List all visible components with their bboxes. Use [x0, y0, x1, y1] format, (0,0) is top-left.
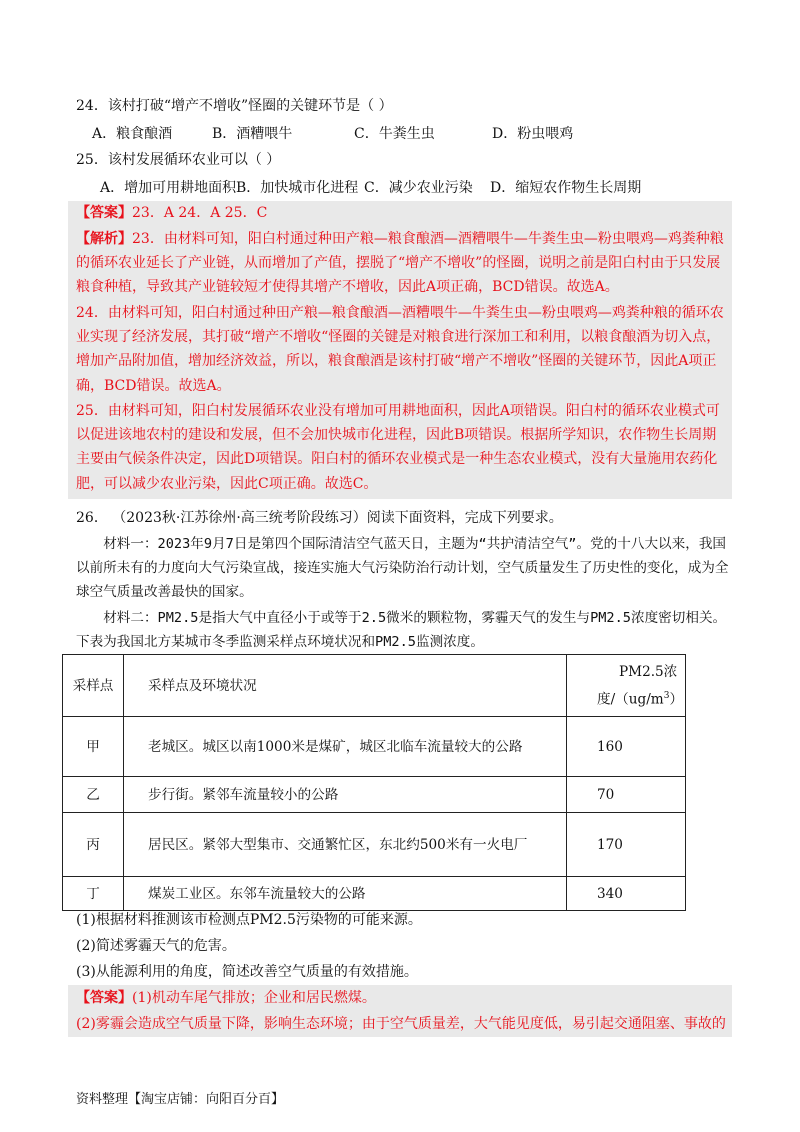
header-site: 采样点 — [63, 655, 124, 717]
pm25-table — [62, 654, 686, 911]
q24-option-c: C．牛粪生虫 — [354, 126, 435, 142]
footer-source: 资料整理【淘宝店铺：向阳百分百】 — [76, 1092, 285, 1107]
analysis-tag: 【解析】 — [76, 231, 132, 247]
material-two: 材料二：PM2.5是指大气中直径小于或等于2.5微米的颗粒物，雾霾天气的发生与PM2.5浓度密切相关。下表为我国北方某城市冬季监测采样点环境状况和PM2.5监测浓度。 — [76, 610, 727, 650]
answer-26-1: 【答案】(1)机动车尾气排放；企业和居民燃煤。 — [76, 990, 376, 1006]
header-pm25: PM2.5浓 度$/(ug/m^3)$ — [567, 655, 686, 717]
header-environment: 采样点及环境状况 — [124, 655, 567, 717]
sub-question-3: (3)从能源利用的角度，简述改善空气质量的有效措施。 — [76, 964, 418, 980]
question-26-stem: 26． （2023秋·江苏徐州·高三统考阶段练习）阅读下面资料，完成下列要求。 — [76, 510, 563, 526]
site-cell: 丙 — [63, 813, 124, 877]
table-header-row — [63, 655, 686, 717]
pm-cell: 160 — [567, 717, 686, 777]
pm-cell: 170 — [567, 813, 686, 877]
analysis-23 — [76, 227, 726, 300]
env-cell: 步行街。紧邻车流量较小的公路 — [124, 777, 567, 813]
pm-cell: 70 — [567, 777, 686, 813]
env-cell: 煤炭工业区。东邻车流量较大的公路 — [124, 877, 567, 911]
answer-26-2: (2)雾霾会造成空气质量下降，影响生态环境；由于空气质量差，大气能见度低，易引起交通阻塞、事故的 — [76, 1016, 726, 1032]
analysis-23-text: 23．由材料可知，阳白村通过种田产粮—粮食酿酒—酒糟喂牛—牛粪生虫—粉虫喂鸡—鸡粪种粮的循环农业延长了产业链，从而增加了产值，摆脱了“增产不增收”的怪圈，说明之前是阳白村由于只发展粮食种植，导致其产业链较短才使得其增产不增收，因此A项正确，BCD错误。故选A。 — [76, 231, 724, 296]
env-cell: 老城区。城区以南1000米是煤矿，城区北临车流量较大的公路 — [124, 717, 567, 777]
table-row — [63, 813, 686, 877]
site-cell: 乙 — [63, 777, 124, 813]
table-row — [63, 717, 686, 777]
q25-option-d: D．缩短农作物生长周期 — [490, 180, 642, 196]
sub-question-1: (1)根据材料推测该市检测点PM2.5污染物的可能来源。 — [76, 912, 422, 928]
site-cell: 甲 — [63, 717, 124, 777]
analysis-24: 24．由材料可知，阳白村通过种田产粮—粮食酿酒—酒糟喂牛—牛粪生虫—粉虫喂鸡—鸡粪种粮的循环农业实现了经济发展，其打破“增产不增收“怪圈的关键是对粮食进行深加工和利用，以粮食酿酒为切入点，增加产品附加值，增加经济效益，所以，粮食酿酒是该村打破“增产不增收”怪圈的关键环节，因此A项正确，BCD错误。故选A。 — [76, 305, 724, 394]
q24-option-d: D．粉虫喂鸡 — [492, 126, 574, 142]
pm-cell: 340 — [567, 877, 686, 911]
answer-values: 23．A 24．A 25．C — [132, 205, 268, 221]
answer-tag: 【答案】 — [76, 205, 132, 221]
q24-option-b: B．酒糟喂牛 — [212, 126, 293, 142]
material-one: 材料一：2023年9月7日是第四个国际清洁空气蓝天日，主题为“共护清洁空气”。党的十八大以来，我国以前所未有的力度向大气污染宣战，接连实施大气污染防治行动计划，空气质量发生了历史性的变化，成为全球空气质量改善最快的国家。 — [76, 536, 729, 600]
q25-option-a: A．增加可用耕地面积 — [100, 180, 237, 196]
answer-explanation-block — [68, 201, 732, 499]
analysis-25: 25．由材料可知，阳白村发展循环农业没有增加可用耕地面积，因此A项错误。阳白村的循环农业模式可以促进该地农村的建设和发展，但不会加快城市化进程，因此B项错误。根据所学知识，农作物生长周期主要由气候条件决定，因此D项错误。阳白村的循环农业模式是一种生态农业模式，没有大量施用农药化肥，可以减少农业污染，因此C项正确。故选C。 — [76, 403, 720, 492]
question-24-stem: 24．该村打破“增产不增收”怪圈的关键环节是（ ） — [76, 98, 393, 114]
answer-block-26 — [68, 985, 732, 1037]
answer-tag: 【答案】 — [76, 990, 132, 1006]
env-cell: 居民区。紧邻大型集市、交通繁忙区，东北约500米有一火电厂 — [124, 813, 567, 877]
sub-question-2: (2)简述雾霾天气的危害。 — [76, 938, 236, 954]
q24-option-a: A．粮食酿酒 — [92, 126, 173, 142]
question-25-stem: 25．该村发展循环农业可以（ ） — [76, 152, 281, 168]
answer-line — [76, 201, 726, 225]
q25-option-c: C．减少农业污染 — [364, 180, 473, 196]
site-cell: 丁 — [63, 877, 124, 911]
table-row — [63, 877, 686, 911]
table-row — [63, 777, 686, 813]
q25-option-b: B．加快城市化进程 — [236, 180, 359, 196]
